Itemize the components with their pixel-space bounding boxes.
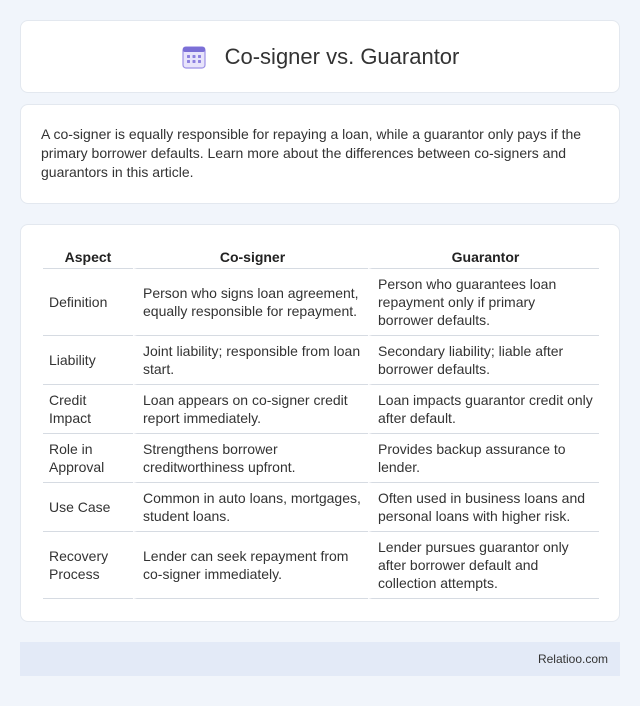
intro-paragraph: A co-signer is equally responsible for repaying a loan, while a guarantor only pays if the primary borrower defaults. Learn more about the differences between co-signers and guarantors in this article. [41, 126, 582, 180]
table-row [43, 483, 599, 532]
comparison-table [43, 245, 599, 599]
header-guarantor: Guarantor [368, 245, 599, 269]
table-row [43, 434, 599, 483]
header-aspect: Aspect [43, 245, 133, 269]
header-cosigner: Co-signer [133, 245, 368, 269]
table-row [43, 336, 599, 385]
page-title: Co-signer vs. Guarantor [224, 43, 460, 69]
row-aspect: Use Case [43, 483, 133, 532]
intro-card [20, 104, 620, 204]
row-cosigner: Person who signs loan agreement, equally responsible for repayment. [133, 269, 368, 336]
table-header-row [43, 245, 599, 269]
footer [20, 642, 620, 676]
row-aspect: Definition [43, 269, 133, 336]
row-guarantor: Lender pursues guarantor only after borrower default and collection attempts. [368, 532, 599, 599]
title-wrap [181, 44, 460, 70]
row-cosigner: Loan appears on co-signer credit report immediately. [133, 385, 368, 434]
table-row [43, 532, 599, 599]
row-guarantor: Often used in business loans and personal loans with higher risk. [368, 483, 599, 532]
row-aspect: Liability [43, 336, 133, 385]
title-card [20, 20, 620, 93]
row-cosigner: Strengthens borrower creditworthiness upfront. [133, 434, 368, 483]
row-guarantor: Person who guarantees loan repayment only if primary borrower defaults. [368, 269, 599, 336]
row-cosigner: Joint liability; responsible from loan start. [133, 336, 368, 385]
table-row [43, 269, 599, 336]
row-guarantor: Loan impacts guarantor credit only after default. [368, 385, 599, 434]
row-aspect: Credit Impact [43, 385, 133, 434]
row-cosigner: Common in auto loans, mortgages, student loans. [133, 483, 368, 532]
footer-site-link[interactable]: Relatioo.com [537, 652, 608, 666]
calendar-grid-icon [181, 44, 207, 70]
row-guarantor: Secondary liability; liable after borrower defaults. [368, 336, 599, 385]
row-cosigner: Lender can seek repayment from co-signer immediately. [133, 532, 368, 599]
row-aspect: Recovery Process [43, 532, 133, 599]
row-guarantor: Provides backup assurance to lender. [368, 434, 599, 483]
row-aspect: Role in Approval [43, 434, 133, 483]
comparison-table-card [20, 224, 620, 622]
table-row [43, 385, 599, 434]
